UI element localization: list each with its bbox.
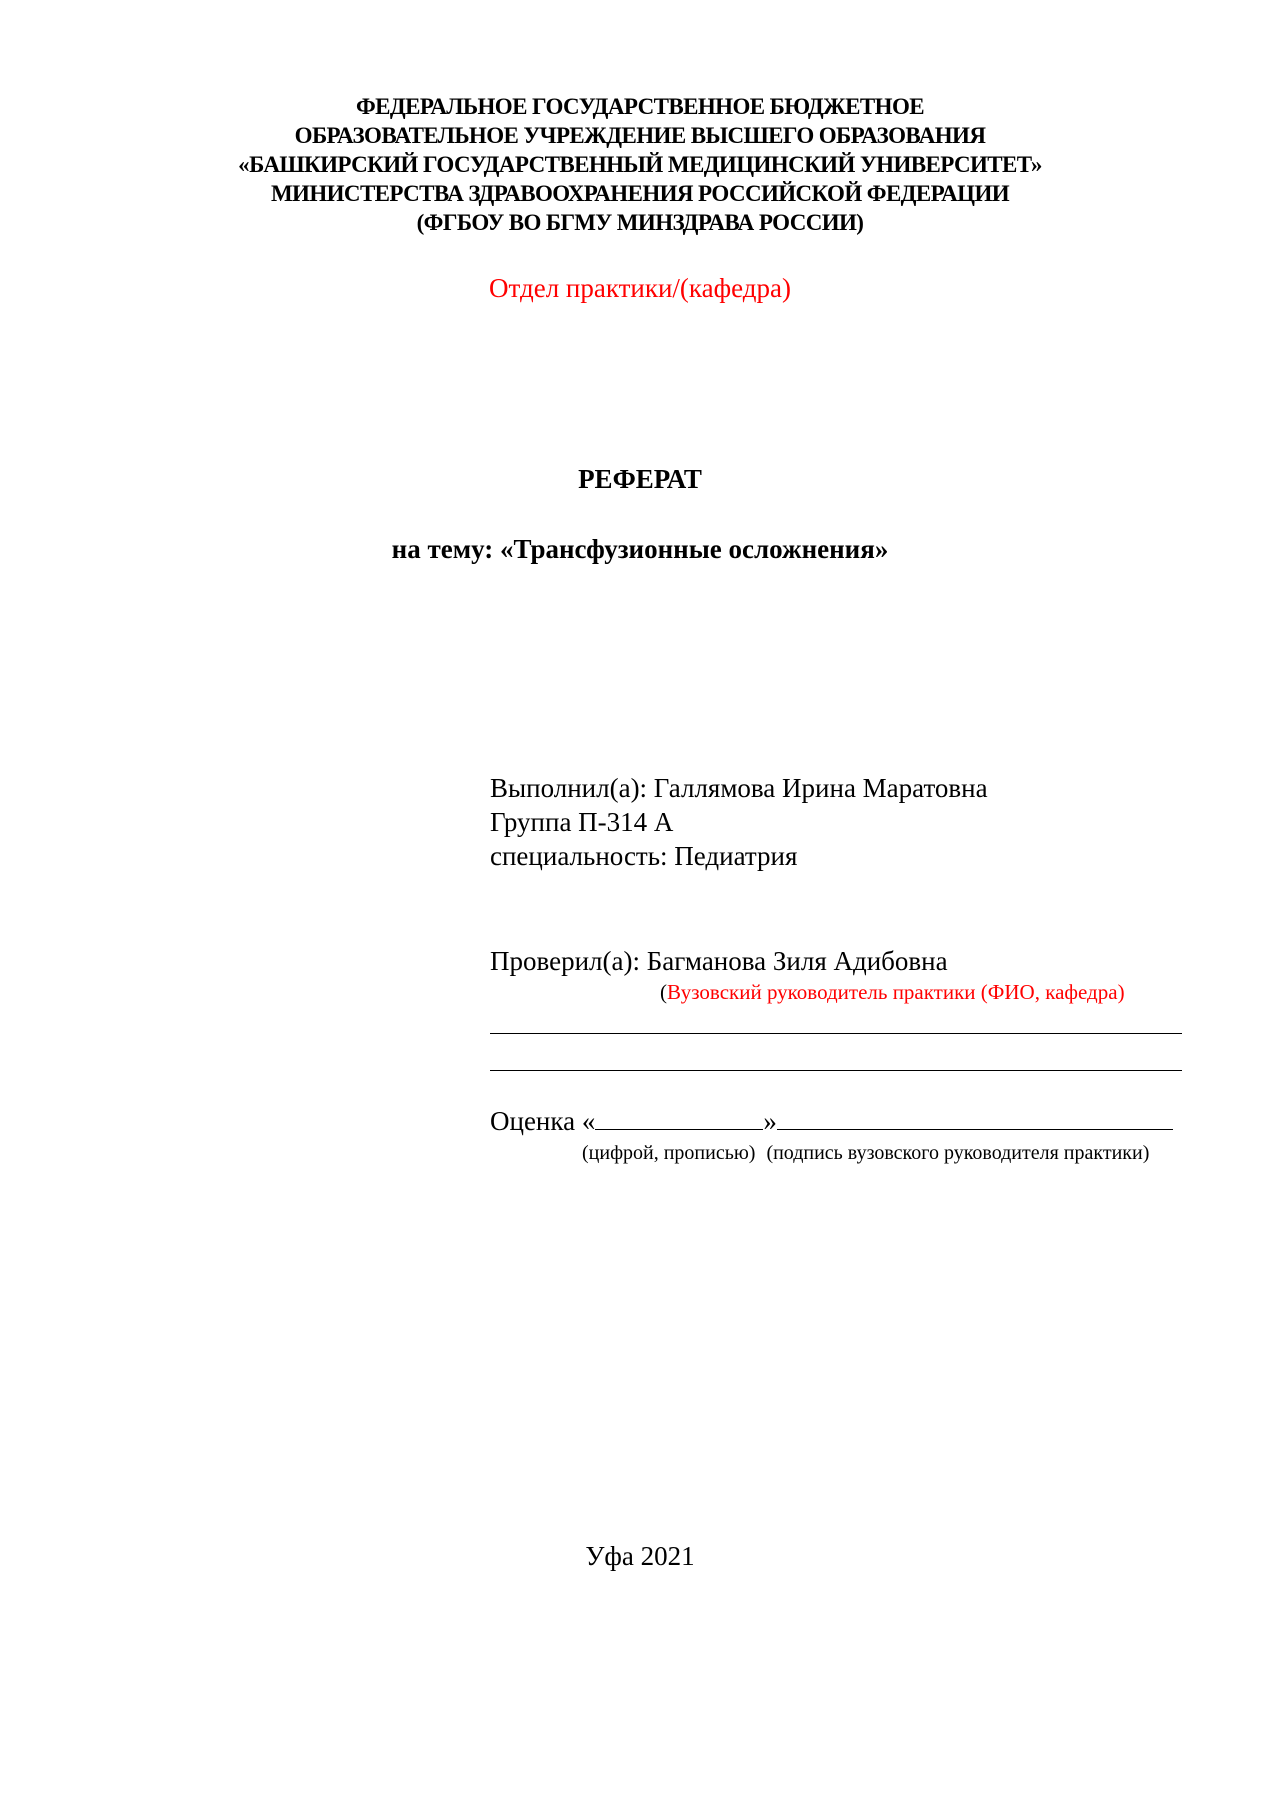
performer-specialty: специальность: Педиатрия [490, 841, 798, 871]
grade-hints [582, 1141, 1149, 1165]
header-line: «БАШКИРСКИЙ ГОСУДАРСТВЕННЫЙ МЕДИЦИНСКИЙ УНИВЕРСИТЕТ» [238, 152, 1042, 177]
supervisor-hint [660, 979, 1125, 1005]
header-line: МИНИСТЕРСТВА ЗДРАВООХРАНЕНИЯ РОССИЙСКОЙ ФЕДЕРАЦИИ [270, 181, 1010, 206]
supervisor-hint-text: Вузовский руководитель практики (ФИО, кафедра) [667, 980, 1125, 1004]
grade-blank [595, 1105, 763, 1130]
supervisor-hint-bracket: ( [660, 980, 667, 1004]
grade-label-close: » [763, 1106, 777, 1136]
header-line: ФЕДЕРАЛЬНОЕ ГОСУДАРСТВЕННОЕ БЮДЖЕТНОЕ [356, 94, 924, 119]
performer-name: Выполнил(а): Галлямова Ирина Маратовна [490, 773, 988, 803]
grade-hint-digits: (цифрой, прописью) [582, 1142, 756, 1164]
department-name: Отдел практики/(кафедра) [489, 273, 791, 303]
document-type: РЕФЕРАТ [578, 464, 702, 494]
city-year: Уфа 2021 [585, 1541, 695, 1571]
grade-label-prefix: Оценка « [490, 1106, 596, 1136]
signature-blank [777, 1105, 1173, 1130]
document-topic: на тему: «Трансфузионные осложнения» [391, 534, 889, 564]
blank-line [490, 1033, 1182, 1034]
institution-header [0, 92, 1280, 237]
grade-row [490, 1104, 1173, 1138]
header-line: ОБРАЗОВАТЕЛЬНОЕ УЧРЕЖДЕНИЕ ВЫСШЕГО ОБРАЗОВАНИЯ [294, 123, 986, 148]
performer-block [490, 771, 988, 873]
grade-hint-signature: (подпись вузовского руководителя практики) [766, 1142, 1150, 1164]
checker-name: Проверил(а): Багманова Зиля Адибовна [490, 946, 948, 976]
checker-block [490, 944, 948, 978]
performer-group: Группа П-314 А [490, 807, 674, 837]
header-line: (ФГБОУ ВО БГМУ МИНЗДРАВА РОССИИ) [416, 210, 864, 235]
blank-line [490, 1070, 1182, 1071]
